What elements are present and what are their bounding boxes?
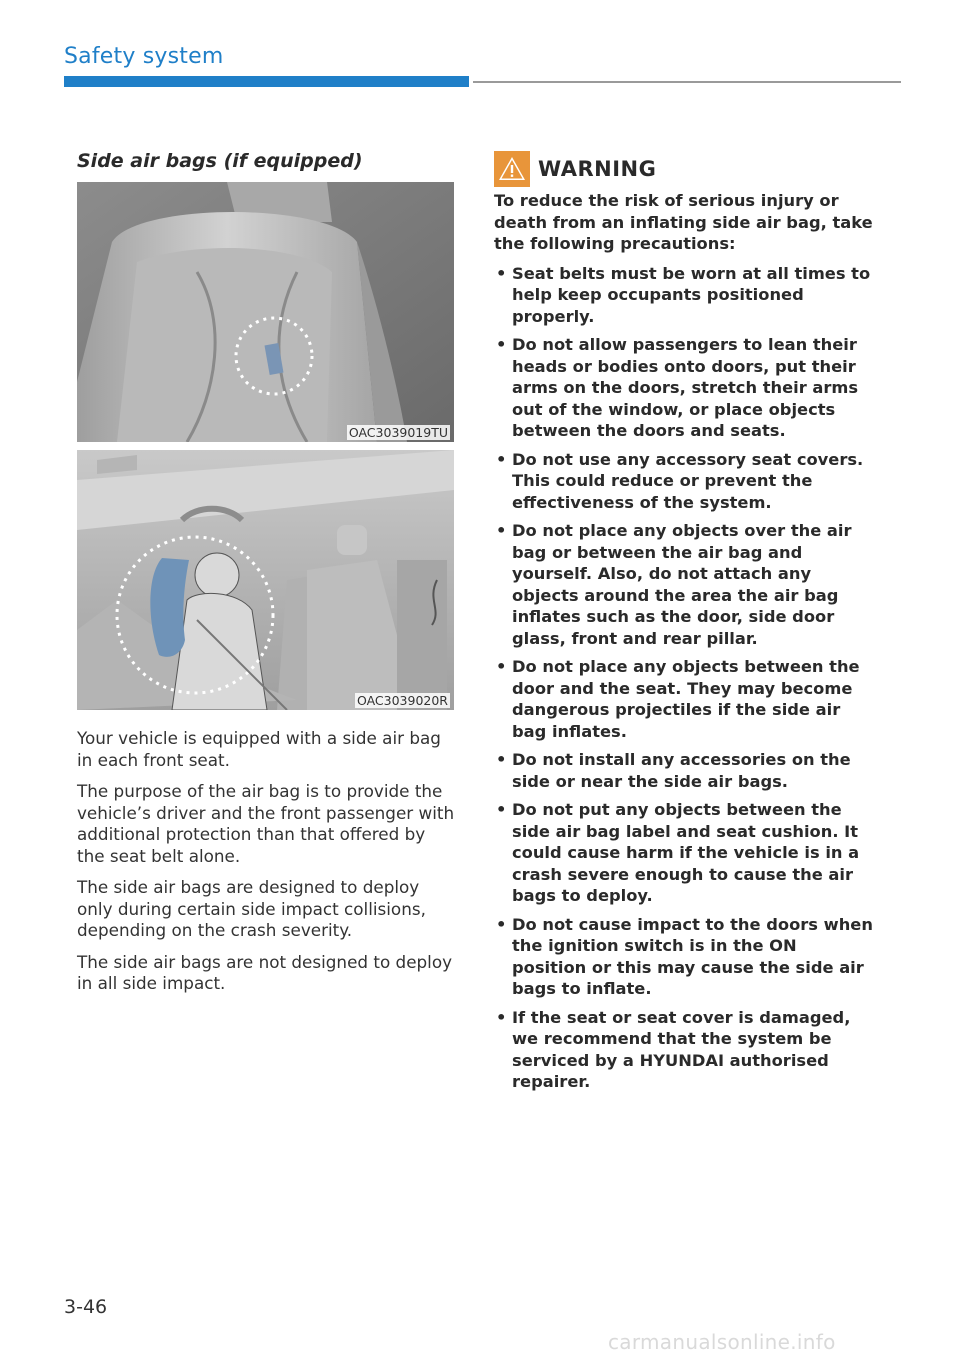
list-item [494, 334, 874, 442]
header-rule [473, 81, 901, 83]
list-item [494, 749, 874, 792]
watermark: carmanualsonline.info [608, 1330, 836, 1354]
seat-airbag-graphic [77, 182, 454, 442]
deployed-airbag-graphic [77, 450, 454, 710]
list-item [494, 263, 874, 328]
list-item-text: Do not put any objects between the side air bag label and seat cushion. It could cause harm if the vehicle is in a crash severe enough to cause the air bags to deploy. [512, 800, 860, 905]
list-item-text: Do not use any accessory seat covers. This could reduce or prevent the effectiveness of the system. [512, 449, 864, 512]
bullet-icon: • [496, 1007, 507, 1027]
figure-caption: OAC3039019TU [348, 425, 448, 440]
bullet-icon: • [496, 750, 507, 769]
bullet-icon: • [496, 335, 507, 354]
list-item-text: Do not allow passengers to lean their heads or bodies onto doors, put their arms on the doors, stretch their arms out of the window, or place objects between the doors and seats. [512, 335, 859, 440]
figure-caption: OAC3039020R [356, 693, 448, 708]
seat-airbag-illustration [77, 182, 454, 442]
warning-list [494, 263, 874, 1093]
list-item-text: Do not install any accessories on the side or near the side air bags. [512, 750, 851, 791]
warning-triangle-icon [494, 151, 530, 187]
warning-header [494, 150, 874, 188]
page-header-title: Safety system [64, 44, 224, 69]
bullet-icon: • [496, 800, 507, 819]
header-accent-bar [64, 76, 469, 87]
body-paragraph: The side air bags are not designed to deploy in all side impact. [77, 951, 453, 993]
bullet-icon: • [496, 657, 507, 676]
body-text [77, 728, 455, 1005]
bullet-icon: • [496, 914, 507, 934]
bullet-icon: • [496, 263, 507, 283]
list-item [494, 449, 874, 514]
list-item-text: Seat belts must be worn at all times to help keep occupants positioned properly. [512, 263, 871, 326]
warning-title: WARNING [538, 157, 657, 181]
section-title: Side air bags (if equipped) [77, 150, 363, 172]
list-item [494, 520, 874, 649]
list-item [494, 1007, 874, 1093]
page-number: 3-46 [64, 1296, 108, 1318]
list-item [494, 799, 874, 907]
list-item-text: If the seat or seat cover is damaged, we recommend that the system be serviced by a HYUNDAI authorised repairer. [512, 1007, 851, 1091]
list-item-text: Do not cause impact to the doors when the ignition switch is in the ON position or this may cause the side air bags to inflate. [512, 914, 873, 998]
body-paragraph: The purpose of the air bag is to provide the vehicle’s driver and the front passenger with additional protection than that offered by the seat belt alone. [77, 781, 455, 866]
body-paragraph: The side air bags are designed to deploy only during certain side impact collisions, depending on the crash severity. [77, 877, 426, 940]
list-item [494, 914, 874, 1000]
list-item-text: Do not place any objects between the door and the seat. They may become dangerous projectiles if the side air bag inflates. [512, 657, 860, 741]
list-item-text: Do not place any objects over the air bag or between the air bag and yourself. Also, do not attach any objects around the area the air bag inflates such as the door, side door glass, front and rear pillar. [512, 521, 852, 648]
bullet-icon: • [496, 449, 507, 469]
warning-intro: To reduce the risk of serious injury or death from an inflating side air bag, take the following precautions: [494, 191, 873, 253]
body-paragraph: Your vehicle is equipped with a side air bag in each front seat. [77, 728, 441, 770]
deployed-airbag-illustration [77, 450, 454, 710]
bullet-icon: • [496, 521, 507, 540]
warning-box [494, 150, 874, 1100]
list-item [494, 656, 874, 742]
